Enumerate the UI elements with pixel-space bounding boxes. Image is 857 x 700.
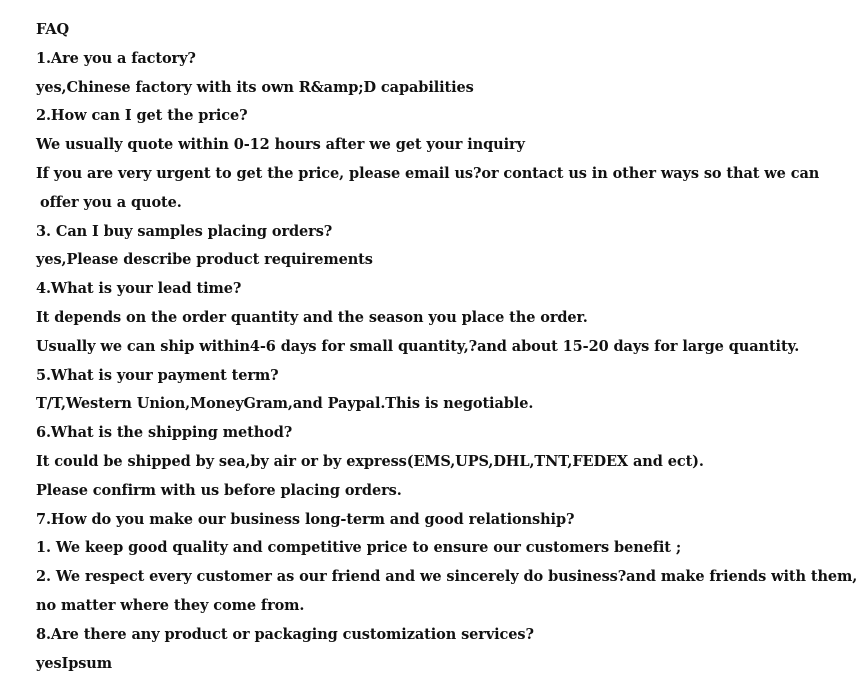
faq-title: FAQ: [36, 21, 70, 38]
question-7: 7.How do you make our business long-term and good relationship?: [36, 510, 575, 528]
answer-4-line-2: Usually we can ship within4-6 days for small quantity,?and about 15-20 days for large quantity.: [36, 337, 800, 355]
question-8: 8.Are there any product or packaging customization services?: [36, 625, 534, 643]
question-3: 3. Can I buy samples placing orders?: [36, 222, 333, 240]
answer-7-line-3: no matter where they come from.: [36, 596, 305, 614]
answer-1: yes,Chinese factory with its own R&amp;D capabilities: [36, 78, 474, 96]
answer-2-line-1: We usually quote within 0-12 hours after we get your inquiry: [36, 136, 525, 154]
question-5: 5.What is your payment term?: [36, 366, 279, 384]
answer-7-line-2: 2. We respect every customer as our friend and we sincerely do business?and make friends with them,: [36, 568, 857, 586]
question-1: 1.Are you a factory?: [36, 49, 196, 67]
question-2: 2.How can I get the price?: [36, 107, 248, 125]
answer-3: yes,Please describe product requirements: [36, 251, 373, 269]
answer-7-line-1: 1. We keep good quality and competitive price to ensure our customers benefit ;: [36, 539, 682, 557]
answer-2-line-3: offer you a quote.: [40, 193, 182, 211]
answer-6-line-1: It could be shipped by sea,by air or by express(EMS,UPS,DHL,TNT,FEDEX and ect).: [36, 452, 704, 470]
answer-5: T/T,Western Union,MoneyGram,and Paypal.This is negotiable.: [36, 395, 534, 413]
question-4: 4.What is your lead time?: [36, 280, 242, 298]
faq-document: [36, 16, 857, 678]
answer-4-line-1: It depends on the order quantity and the season you place the order.: [36, 308, 588, 326]
answer-8: yesIpsum: [36, 654, 112, 672]
question-6: 6.What is the shipping method?: [36, 424, 293, 442]
answer-6-line-2: Please confirm with us before placing orders.: [36, 481, 402, 499]
answer-2-line-2: If you are very urgent to get the price, please email us?or contact us in other ways so that we can: [36, 164, 820, 182]
